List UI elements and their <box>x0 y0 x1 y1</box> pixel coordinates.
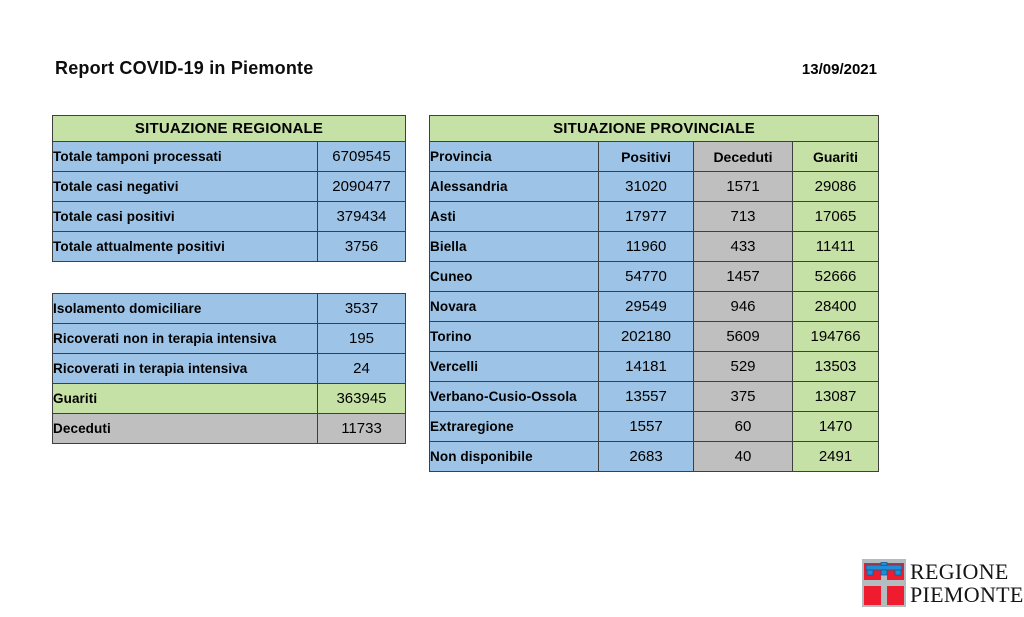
column-header-deceduti: Deceduti <box>694 142 793 172</box>
table-row <box>430 262 879 292</box>
row-label: Totale casi negativi <box>53 172 318 202</box>
cell-provincia: Torino <box>430 322 599 352</box>
row-value: 3756 <box>318 232 406 262</box>
provincial-situation-table <box>429 115 879 472</box>
logo-text <box>910 560 1024 606</box>
cell-guariti: 17065 <box>793 202 879 232</box>
table-row <box>53 142 406 172</box>
table-row <box>430 442 879 472</box>
row-label: Totale attualmente positivi <box>53 232 318 262</box>
cell-positivi: 54770 <box>599 262 694 292</box>
row-label: Ricoverati in terapia intensiva <box>53 354 318 384</box>
row-label: Guariti <box>53 384 318 414</box>
provincial-table-header: SITUAZIONE PROVINCIALE <box>430 116 879 142</box>
row-value: 6709545 <box>318 142 406 172</box>
cell-guariti: 28400 <box>793 292 879 322</box>
row-label: Totale casi positivi <box>53 202 318 232</box>
cell-guariti: 13087 <box>793 382 879 412</box>
table-row <box>430 382 879 412</box>
row-label: Isolamento domiciliare <box>53 294 318 324</box>
table-row <box>53 294 406 324</box>
report-date: 13/09/2021 <box>801 61 877 78</box>
table-row <box>53 324 406 354</box>
table-row <box>430 232 879 262</box>
column-header-positivi: Positivi <box>599 142 694 172</box>
cell-provincia: Extraregione <box>430 412 599 442</box>
table-row <box>53 354 406 384</box>
cell-positivi: 1557 <box>599 412 694 442</box>
table-row <box>53 414 406 444</box>
cell-provincia: Verbano-Cusio-Ossola <box>430 382 599 412</box>
table-row <box>430 352 879 382</box>
row-value: 3537 <box>318 294 406 324</box>
page-title: Report COVID-19 in Piemonte <box>55 58 314 78</box>
table-row <box>430 202 879 232</box>
cell-guariti: 29086 <box>793 172 879 202</box>
cell-positivi: 31020 <box>599 172 694 202</box>
table-row <box>53 202 406 232</box>
row-label: Totale tamponi processati <box>53 142 318 172</box>
cell-guariti: 52666 <box>793 262 879 292</box>
row-label: Ricoverati non in terapia intensiva <box>53 324 318 354</box>
row-value: 11733 <box>318 414 406 444</box>
cell-deceduti: 40 <box>694 442 793 472</box>
cell-deceduti: 60 <box>694 412 793 442</box>
cell-provincia: Novara <box>430 292 599 322</box>
cell-positivi: 17977 <box>599 202 694 232</box>
cell-positivi: 14181 <box>599 352 694 382</box>
cell-provincia: Asti <box>430 202 599 232</box>
row-value: 24 <box>318 354 406 384</box>
cell-deceduti: 375 <box>694 382 793 412</box>
table-row <box>53 172 406 202</box>
cell-deceduti: 1457 <box>694 262 793 292</box>
table-row <box>53 384 406 414</box>
regional-situation-table <box>52 115 406 262</box>
cell-deceduti: 1571 <box>694 172 793 202</box>
cell-deceduti: 946 <box>694 292 793 322</box>
table-row <box>430 172 879 202</box>
cell-provincia: Vercelli <box>430 352 599 382</box>
current-status-table <box>52 293 406 444</box>
cell-guariti: 194766 <box>793 322 879 352</box>
row-label: Deceduti <box>53 414 318 444</box>
cell-provincia: Biella <box>430 232 599 262</box>
cell-guariti: 1470 <box>793 412 879 442</box>
cell-guariti: 2491 <box>793 442 879 472</box>
row-value: 363945 <box>318 384 406 414</box>
column-header-guariti: Guariti <box>793 142 879 172</box>
cell-positivi: 29549 <box>599 292 694 322</box>
cell-positivi: 202180 <box>599 322 694 352</box>
row-value: 195 <box>318 324 406 354</box>
cell-positivi: 2683 <box>599 442 694 472</box>
cell-deceduti: 529 <box>694 352 793 382</box>
cell-positivi: 13557 <box>599 382 694 412</box>
cell-guariti: 11411 <box>793 232 879 262</box>
table-header-row <box>53 116 406 142</box>
table-row <box>430 412 879 442</box>
regione-piemonte-logo <box>862 559 1024 607</box>
table-header-row <box>430 116 879 142</box>
piemonte-coat-of-arms-icon <box>862 559 906 607</box>
cell-deceduti: 433 <box>694 232 793 262</box>
cell-deceduti: 5609 <box>694 322 793 352</box>
table-row <box>53 232 406 262</box>
cell-positivi: 11960 <box>599 232 694 262</box>
logo-line-piemonte: PIEMONTE <box>910 582 1024 607</box>
row-value: 379434 <box>318 202 406 232</box>
column-header-provincia: Provincia <box>430 142 599 172</box>
row-value: 2090477 <box>318 172 406 202</box>
cell-provincia: Non disponibile <box>430 442 599 472</box>
table-row <box>430 292 879 322</box>
cell-provincia: Cuneo <box>430 262 599 292</box>
cell-provincia: Alessandria <box>430 172 599 202</box>
logo-line-regione: REGIONE <box>910 559 1009 584</box>
table-row <box>430 322 879 352</box>
cell-guariti: 13503 <box>793 352 879 382</box>
column-header-row <box>430 142 879 172</box>
cell-deceduti: 713 <box>694 202 793 232</box>
regional-table-header: SITUAZIONE REGIONALE <box>53 116 406 142</box>
